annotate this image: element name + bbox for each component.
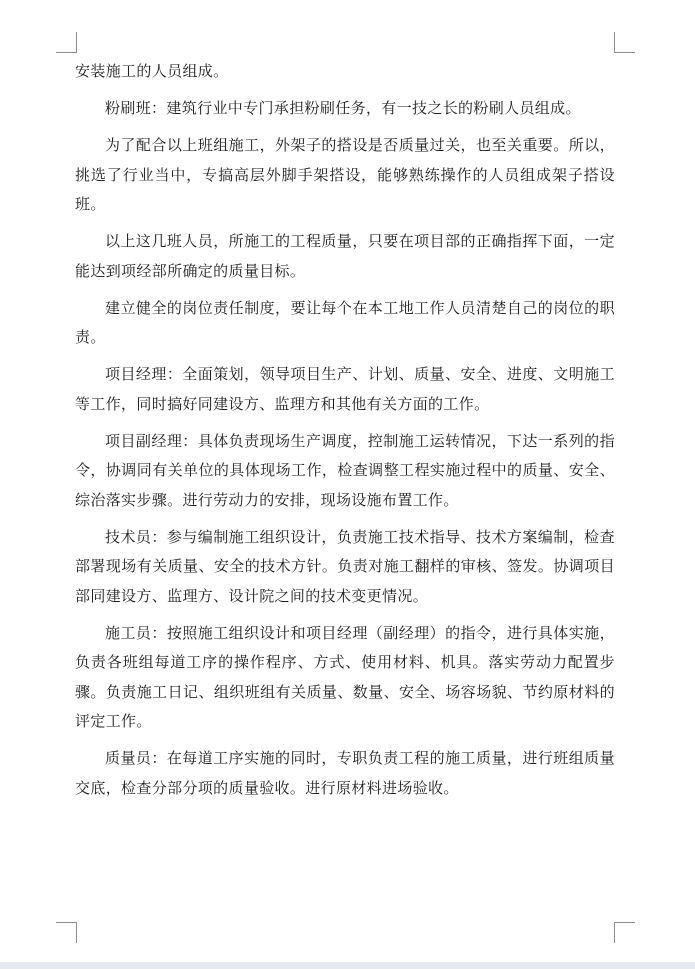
paragraph-9: 施工员：按照施工组织设计和项目经理（副经理）的指令，进行具体实施，负责各班组每道工序的操作程序、方式、使用材料、机具。落实劳动力配置步骤。负责施工日记、组织班组有关质量、数量、安全、场容场貌、节约原材料的评定工作。 [75,623,615,730]
paragraph-1: 安装施工的人员组成。 [75,62,229,80]
paragraph-8: 技术员：参与编制施工组织设计，负责施工技术指导、技术方案编制，检查部署现场有关质量、安全的技术方针。负责对施工翻样的审核、签发。协调项目部同建设方、监理方、设计院之间的技术变更情况。 [75,527,615,605]
paragraph-3: 为了配合以上班组施工，外架子的搭设是否质量过关，也至关重要。所以，挑选了行业当中，专搞高层外脚手架搭设，能够熟练操作的人员组成架子搭设班。 [75,136,615,213]
paragraph-4: 以上这几班人员，所施工的工程质量，只要在项目部的正确指挥下面，一定能达到项经部所确定的质量目标。 [75,232,615,280]
paragraph-5: 建立健全的岗位责任制度，要让每个在本工地工作人员清楚自己的岗位的职责。 [75,298,615,346]
margin-corner-top-left [56,32,77,53]
document-body [75,57,615,811]
margin-corner-top-right [614,32,635,53]
page-bottom-edge [0,962,695,969]
paragraph-10: 质量员：在每道工序实施的同时，专职负责工程的施工质量，进行班组质量交底，检查分部分项的质量验收。进行原材料进场验收。 [75,749,615,797]
paragraph-6: 项目经理：全面策划，领导项目生产、计划、质量、安全、进度、文明施工等工作，同时搞好同建设方、监理方和其他有关方面的工作。 [75,365,615,413]
margin-corner-bottom-left [56,922,77,943]
paragraph-2: 粉刷班：建筑行业中专门承担粉刷任务，有一技之长的粉刷人员组成。 [105,99,581,117]
margin-corner-bottom-right [614,922,635,943]
paragraph-7: 项目副经理：具体负责现场生产调度，控制施工运转情况，下达一系列的指令，协调同有关单位的具体现场工作，检查调整工程实施过程中的质量、安全、综治落实步骤。进行劳动力的安排，现场设施布置工作。 [75,431,615,509]
